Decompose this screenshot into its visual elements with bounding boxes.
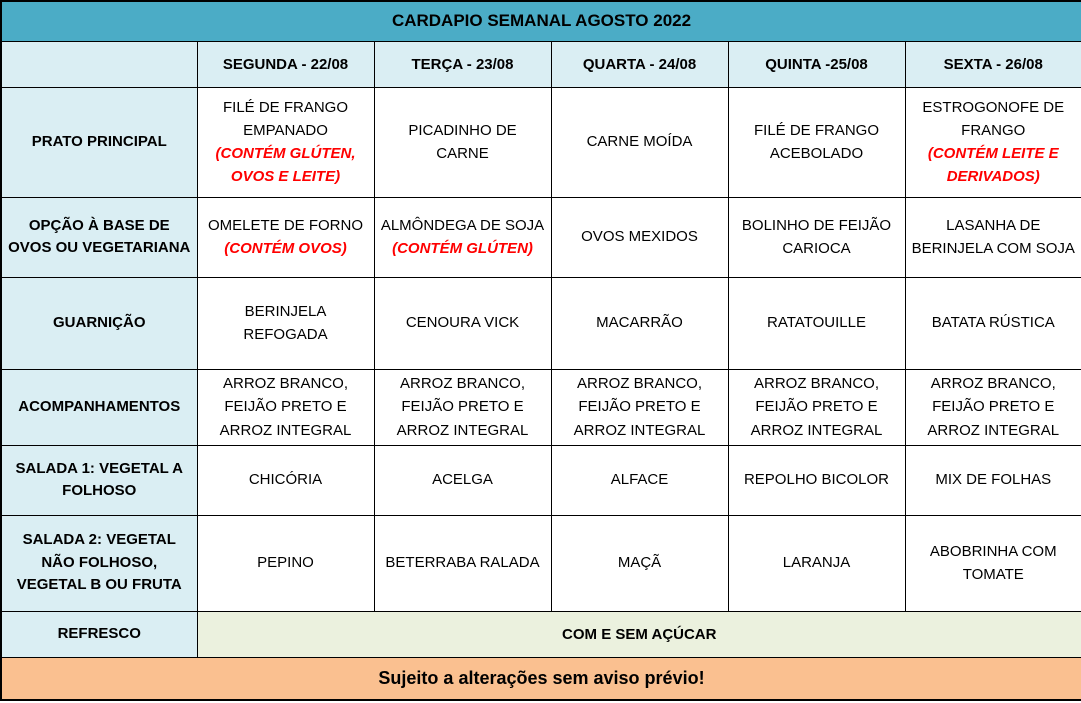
menu-cell <box>728 515 905 611</box>
menu-cell <box>197 277 374 369</box>
dish-name: ARROZ BRANCO, FEIJÃO PRETO E ARROZ INTEGRAL <box>396 375 529 439</box>
dish-name: BERINJELA REFOGADA <box>243 302 328 343</box>
dish-name: PICADINHO DE CARNE <box>408 121 517 162</box>
dish-name: ARROZ BRANCO, FEIJÃO PRETO E ARROZ INTEGRAL <box>927 375 1060 439</box>
dish-name: MACARRÃO <box>596 314 683 332</box>
menu-cell <box>374 87 551 197</box>
row-label-guarnicao: GUARNIÇÃO <box>1 277 197 369</box>
menu-cell <box>551 87 728 197</box>
menu-cell <box>728 277 905 369</box>
day-header-sexta: SEXTA - 26/08 <box>905 41 1081 87</box>
dish-name: ACELGA <box>432 471 493 489</box>
refresco-value: COM E SEM AÇÚCAR <box>197 611 1081 657</box>
dish-name: RATATOUILLE <box>767 314 866 332</box>
day-header-quarta: QUARTA - 24/08 <box>551 41 728 87</box>
row-label-prato-principal: PRATO PRINCIPAL <box>1 87 197 197</box>
allergen-note: (CONTÉM GLÚTEN, OVOS E LEITE) <box>215 145 356 186</box>
menu-cell <box>905 87 1081 197</box>
allergen-note: (CONTÉM LEITE E DERIVADOS) <box>927 145 1059 186</box>
dish-name: MIX DE FOLHAS <box>935 471 1052 489</box>
menu-cell <box>551 515 728 611</box>
row-label-acompanhamentos: ACOMPANHAMENTOS <box>1 369 197 445</box>
menu-cell <box>197 515 374 611</box>
dish-name: BATATA RÚSTICA <box>931 314 1055 332</box>
dish-name: BOLINHO DE FEIJÃO CARIOCA <box>741 216 892 257</box>
dish-name: BETERRABA RALADA <box>385 554 540 572</box>
day-header-terca: TERÇA - 23/08 <box>374 41 551 87</box>
disclaimer-note: Sujeito a alterações sem aviso prévio! <box>1 657 1081 700</box>
dish-name: OMELETE DE FORNO <box>207 216 364 234</box>
row-label-salada-2: SALADA 2: VEGETAL NÃO FOLHOSO, VEGETAL B OU FRUTA <box>1 515 197 611</box>
dish-name: FILÉ DE FRANGO ACEBOLADO <box>753 121 880 162</box>
dish-name: ARROZ BRANCO, FEIJÃO PRETO E ARROZ INTEGRAL <box>750 375 883 439</box>
dish-name: ARROZ BRANCO, FEIJÃO PRETO E ARROZ INTEGRAL <box>573 375 706 439</box>
day-header-segunda: SEGUNDA - 22/08 <box>197 41 374 87</box>
menu-cell <box>374 197 551 277</box>
row-label-salada-1: SALADA 1: VEGETAL A FOLHOSO <box>1 445 197 515</box>
menu-cell <box>905 515 1081 611</box>
menu-cell <box>197 369 374 445</box>
menu-cell <box>197 87 374 197</box>
menu-cell <box>905 197 1081 277</box>
dish-name: PEPINO <box>257 554 314 572</box>
menu-cell <box>728 369 905 445</box>
dish-name: ALFACE <box>610 471 669 489</box>
allergen-note: (CONTÉM OVOS) <box>224 240 347 257</box>
menu-cell <box>551 369 728 445</box>
page-title: CARDAPIO SEMANAL AGOSTO 2022 <box>1 1 1081 41</box>
menu-cell <box>728 197 905 277</box>
menu-cell <box>905 445 1081 515</box>
menu-cell <box>728 87 905 197</box>
menu-cell <box>374 515 551 611</box>
menu-cell <box>551 445 728 515</box>
menu-cell <box>551 197 728 277</box>
menu-cell <box>197 445 374 515</box>
dish-name: CHICÓRIA <box>248 471 323 489</box>
menu-cell <box>905 369 1081 445</box>
corner-cell <box>1 41 197 87</box>
dish-name: OVOS MEXIDOS <box>581 228 698 246</box>
dish-name: ESTROGONOFE DE FRANGO <box>922 98 1065 139</box>
row-label-opcao-ovos-vegetariana: OPÇÃO À BASE DE OVOS OU VEGETARIANA <box>1 197 197 277</box>
allergen-note: (CONTÉM GLÚTEN) <box>392 240 533 257</box>
dish-name: LARANJA <box>782 554 851 572</box>
dish-name: CENOURA VICK <box>405 314 520 332</box>
menu-cell <box>374 369 551 445</box>
dish-name: FILÉ DE FRANGO EMPANADO <box>222 98 349 139</box>
dish-name: MAÇÃ <box>617 554 662 572</box>
day-header-quinta: QUINTA -25/08 <box>728 41 905 87</box>
dish-name: REPOLHO BICOLOR <box>743 471 890 489</box>
row-label-refresco: REFRESCO <box>1 611 197 657</box>
dish-name: ARROZ BRANCO, FEIJÃO PRETO E ARROZ INTEGRAL <box>219 375 352 439</box>
menu-cell <box>197 197 374 277</box>
menu-cell <box>905 277 1081 369</box>
dish-name: ALMÔNDEGA DE SOJA <box>380 216 545 234</box>
menu-cell <box>374 277 551 369</box>
dish-name: CARNE MOÍDA <box>586 133 693 151</box>
menu-cell <box>551 277 728 369</box>
dish-name: LASANHA DE BERINJELA COM SOJA <box>911 216 1075 257</box>
menu-cell <box>374 445 551 515</box>
menu-cell <box>728 445 905 515</box>
dish-name: ABOBRINHA COM TOMATE <box>929 542 1057 583</box>
